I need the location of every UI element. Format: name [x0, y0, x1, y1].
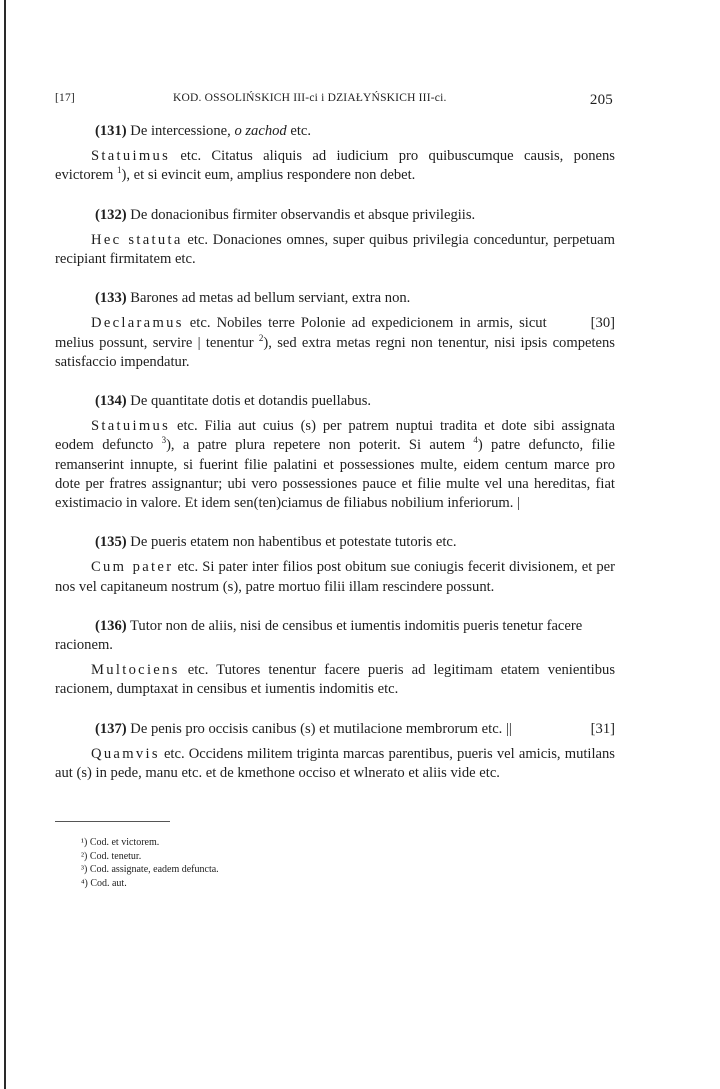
paragraph-text: etc. Citatus aliquis ad iudicium pro quibuscumque causis, ponens evictorem — [55, 148, 615, 184]
footnote-divider — [55, 821, 170, 822]
heading-text: Tutor non de aliis, nisi de censibus et iumentis indomitis pueris tenetur facere racionem. — [55, 617, 583, 654]
heading-text: De penis pro occisis canibus (s) et mutilacione membrorum etc. || — [130, 720, 512, 737]
header-title: KOD. OSSOLIŃSKICH III-ci i DZIAŁYŃSKICH III-ci. — [173, 92, 447, 104]
footnote-ref: 3 — [161, 435, 167, 446]
lead-word: Statuimus — [91, 418, 171, 435]
running-header — [55, 80, 615, 108]
lead-word: Statuimus — [91, 148, 171, 165]
section-paragraph — [55, 745, 615, 783]
document-page — [55, 80, 615, 890]
footnote: ³) Cod. assignate, eadem defuncta. — [81, 864, 219, 876]
paragraph-text: ), a patre plura repetere non poterit. Si autem — [166, 437, 474, 454]
section-paragraph — [55, 417, 615, 513]
paragraph-text: ), sed extra metas regni non tenentur, nisi ipsis competens satisfaccio impendatur. — [55, 334, 615, 370]
section-number: (135) — [95, 534, 127, 551]
section-number: (137) — [95, 720, 127, 737]
paragraph-text: etc. Occidens militem triginta marcas parentibus, pueris vel amicis, mutilans aut (s) in pede, manu etc. et de kmethone occiso et wlnerato et aliis vide etc. — [55, 745, 615, 782]
paragraph-text: etc. Si pater inter filios post obitum sue coniugis fecerit divisionem, et per nos vel capitaneum nostrum (s), patre mortuo filii illam rescindere possunt. — [55, 559, 615, 595]
margin-reference: [30] — [590, 315, 615, 332]
section-paragraph — [55, 661, 615, 699]
paragraph-text: etc. Nobiles terre Polonie ad expedicionem in armis, sicut melius possunt, servire | tenentur — [55, 315, 547, 351]
section-number: (134) — [95, 393, 127, 410]
heading-text: Barones ad metas ad bellum serviant, extra non. — [130, 290, 411, 307]
heading-text: De quantitate dotis et dotandis puellabus. — [130, 393, 372, 410]
section-heading — [55, 720, 615, 739]
footnotes — [55, 836, 615, 890]
page-number: 205 — [589, 92, 613, 108]
lead-word: Declaramus — [91, 315, 184, 332]
lead-word: Cum pater — [91, 559, 174, 576]
section-heading — [55, 206, 615, 225]
section-number: (136) — [95, 617, 127, 634]
paragraph-text: ) patre defuncto, filie remanserint innupte, si fuerint filie palatini et possessiones multe, eidem centum marce pro dote per fratres assignantur; ubi vero possessiones pauce et filie multe vel una hereditas, fiat existimacio in valore. Et idem sen(ten)ciamus de filiabus nobilium inferiorum. | — [55, 437, 615, 512]
lead-word: Quamvis — [91, 745, 160, 762]
binding-edge-line — [4, 0, 6, 1089]
section-paragraph — [55, 314, 615, 372]
section-heading — [55, 533, 615, 552]
section-number: (131) — [95, 123, 127, 139]
footnote-ref: 1 — [117, 165, 122, 176]
footnote: ⁴) Cod. aut. — [81, 877, 127, 889]
section-heading — [55, 392, 615, 411]
section-number: (132) — [95, 206, 127, 223]
paragraph-text: etc. Filia aut cuius (s) per patrem nuptui tradita et dote sibi assignata eodem defuncto — [55, 418, 615, 454]
lead-word: Multociens — [91, 662, 180, 679]
header-folio: [17] — [55, 92, 75, 104]
footnote-ref: 2 — [258, 332, 264, 343]
paragraph-text: etc. Tutores tenentur facere pueris ad legitimam etatem venientibus racionem, dumptaxat in censibus et iumentis indomitis etc. — [55, 662, 615, 698]
section-paragraph — [55, 231, 615, 269]
section-paragraph — [55, 558, 615, 596]
footnote: ¹) Cod. et victorem. — [81, 837, 160, 849]
footnote: ²) Cod. tenetur. — [81, 850, 142, 862]
paragraph-text: etc. Donaciones omnes, super quibus privilegia conceduntur, perpetuam recipiant firmitatem etc. — [55, 231, 615, 268]
heading-tail: etc. — [286, 123, 312, 139]
section-number: (133) — [95, 290, 127, 307]
section-paragraph — [55, 147, 615, 185]
section-heading — [55, 289, 615, 308]
lead-word: Hec statuta — [91, 231, 183, 248]
heading-text: De donacionibus firmiter observandis et absque privilegiis. — [130, 206, 476, 223]
heading-text: De pueris etatem non habentibus et potestate tutoris etc. — [130, 534, 457, 551]
section-heading — [55, 122, 615, 141]
margin-reference: [31] — [590, 720, 615, 737]
heading-italic-text: o zachod — [234, 123, 287, 139]
paragraph-text: ), et si evincit eum, amplius respondere non debet. — [121, 167, 416, 184]
footnote-ref: 4 — [473, 435, 478, 446]
heading-text: De intercessione, — [130, 123, 235, 139]
section-heading — [55, 617, 615, 655]
document-body — [55, 122, 615, 783]
